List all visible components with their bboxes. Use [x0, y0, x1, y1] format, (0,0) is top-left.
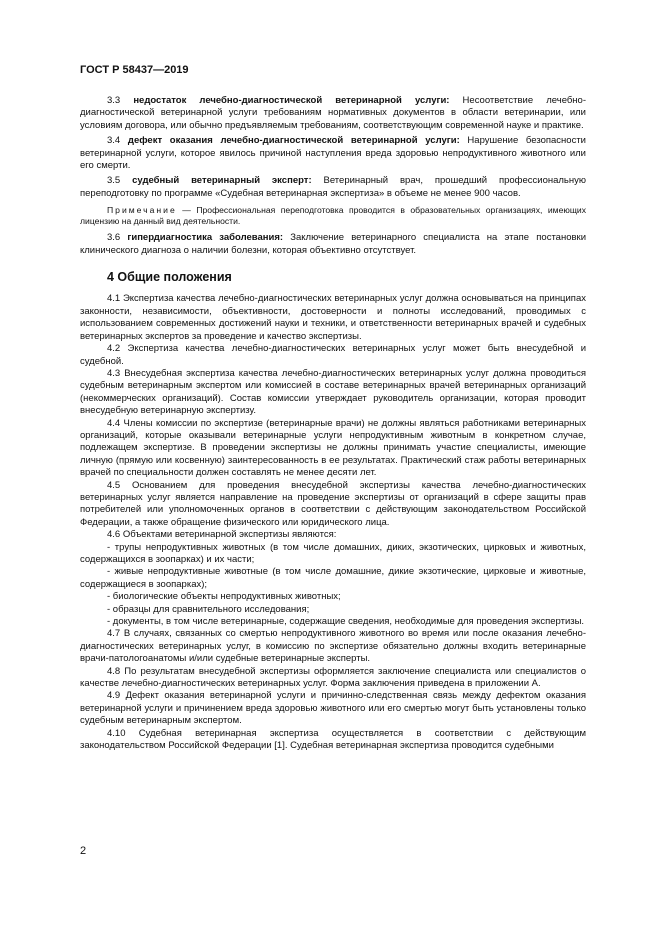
definition-3-5	[80, 175, 586, 200]
paragraph: 4.7 В случаях, связанных со смертью непродуктивного животного во время или после оказания лечебно-диагностических ветеринарных услуг, в комиссию по экспертизе обязательно должны входить ветеринарные врачи-патологоанатомы и/или судебные ветеринарные эксперты.	[80, 628, 586, 665]
note	[80, 205, 586, 227]
definition-3-3	[80, 95, 586, 132]
definition-3-4	[80, 135, 586, 172]
definition-number: 3.6	[107, 232, 121, 244]
definition-number: 3.5	[107, 175, 121, 187]
page-number: 2	[80, 845, 87, 857]
paragraph: 4.4 Члены комиссии по экспертизе (ветеринарные врачи) не должны являться работниками ветеринарных организаций, которые оказывали ветеринарные услуги непродуктивным животным в конкретном случае, подлежащем экспертизе. В проведении экспертизы не должны принимать участие специалисты, имеющие личную (прямую или косвенную) заинтересованность в ее результатах. Практический стаж работы ветеринарных врачей по специальности должен составлять не менее десяти лет.	[80, 417, 586, 479]
note-text: — Профессиональная переподготовка проводится в образовательных организациях, имеющих лицензию на данный вид деятельности.	[80, 205, 586, 227]
definition-text: Нарушение безопасности ветеринарной услуги, которое явилось причиной наступления вреда здоровью непродуктивного животного или его смерти.	[80, 135, 586, 172]
section-title: 4 Общие положения	[107, 270, 232, 285]
page-content	[80, 95, 586, 753]
definition-text: Заключение ветеринарного специалиста на этапе постановки клинического диагноза о наличии болезни, которая объективно отсутствует.	[80, 232, 587, 256]
definition-term: судебный ветеринарный эксперт:	[132, 175, 312, 187]
list-item: - образцы для сравнительного исследования;	[107, 603, 310, 615]
list-item: - биологические объекты непродуктивных животных;	[107, 591, 341, 603]
paragraph: 4.8 По результатам внесудебной экспертизы оформляется заключение специалиста или специалистов о качестве лечебно-диагностических ветеринарных услуг. Форма заключения приведена в приложении А.	[80, 665, 586, 690]
paragraph: 4.10 Судебная ветеринарная экспертиза осуществляется в соответствии с действующим законодательством Российской Федерации [1]. Судебная ветеринарная экспертиза проводится судебными	[80, 727, 586, 752]
list-item: - документы, в том числе ветеринарные, содержащие сведения, необходимые для проведения экспертизы.	[107, 616, 585, 628]
definition-number: 3.3	[107, 95, 121, 106]
definition-term: недостаток лечебно-диагностической ветеринарной услуги:	[133, 95, 450, 106]
paragraph: 4.5 Основанием для проведения внесудебной экспертизы качества лечебно-диагностических ветеринарных услуг является направление на проведение экспертизы от организаций в сфере защиты прав потребителей или уполномоченных органов в соответствии с действующим законодательством Российской Федерации, а также обращение физического или юридического лица.	[80, 479, 586, 528]
paragraph: 4.3 Внесудебная экспертиза качества лечебно-диагностических ветеринарных услуг должна проводиться судебным ветеринарным экспертом или комиссией в составе ветеринарных врачей ветеринарных организаций (некоммерческих организаций). Состав комиссии утверждает руководитель организации, которая проводит внесудебную ветеринарную экспертизу.	[80, 367, 586, 417]
paragraph: 4.1 Экспертиза качества лечебно-диагностических ветеринарных услуг должна основываться на принципах законности, независимости, объективности, достоверности и полноты исследований, проводимых с использованием современных достижений науки и техники, и ответственности ветеринарных врачей и судебных ветеринарных экспертов за проведение и качество экспертизы.	[80, 293, 586, 342]
paragraph: 4.6 Объектами ветеринарной экспертизы являются:	[107, 529, 337, 541]
definition-number: 3.4	[107, 135, 121, 147]
definition-term: дефект оказания лечебно-диагностической ветеринарной услуги:	[127, 135, 460, 147]
list-item: - живые непродуктивные животные (в том числе домашние, дикие экзотические, цирковые и животные, содержащиеся в зоопарках);	[80, 566, 586, 590]
definition-3-6	[80, 232, 586, 257]
paragraph: 4.9 Дефект оказания ветеринарной услуги и причинно-следственная связь между дефектом оказания ветеринарной услуги и причинением вреда здоровью животного или его смертью могут быть установлены только судебным ветеринарным экспертом.	[80, 690, 586, 727]
definition-text: Ветеринарный врач, прошедший профессиональную переподготовку по программе «Судебная ветеринарная экспертиза» в объеме не менее 900 часов.	[80, 175, 586, 199]
list-item: - трупы непродуктивных животных (в том числе домашних, диких, экзотических, цирковых и животных, содержащихся в зоопарках) и их части;	[80, 541, 586, 565]
paragraph: 4.2 Экспертиза качества лечебно-диагностических ветеринарных услуг может быть внесудебной и судебной.	[80, 343, 586, 367]
definition-text: Несоответствие лечебно-диагностической ветеринарной услуги требованиям нормативных документов в области ветеринарии, или условиям договора, или обычно предъявляемым требованиям, соответствующим современной науке и практике.	[80, 95, 587, 131]
note-label: Примечание	[107, 205, 177, 216]
standard-header: ГОСТ Р 58437—2019	[80, 64, 189, 76]
definition-term: гипердиагностика заболевания:	[127, 232, 284, 244]
